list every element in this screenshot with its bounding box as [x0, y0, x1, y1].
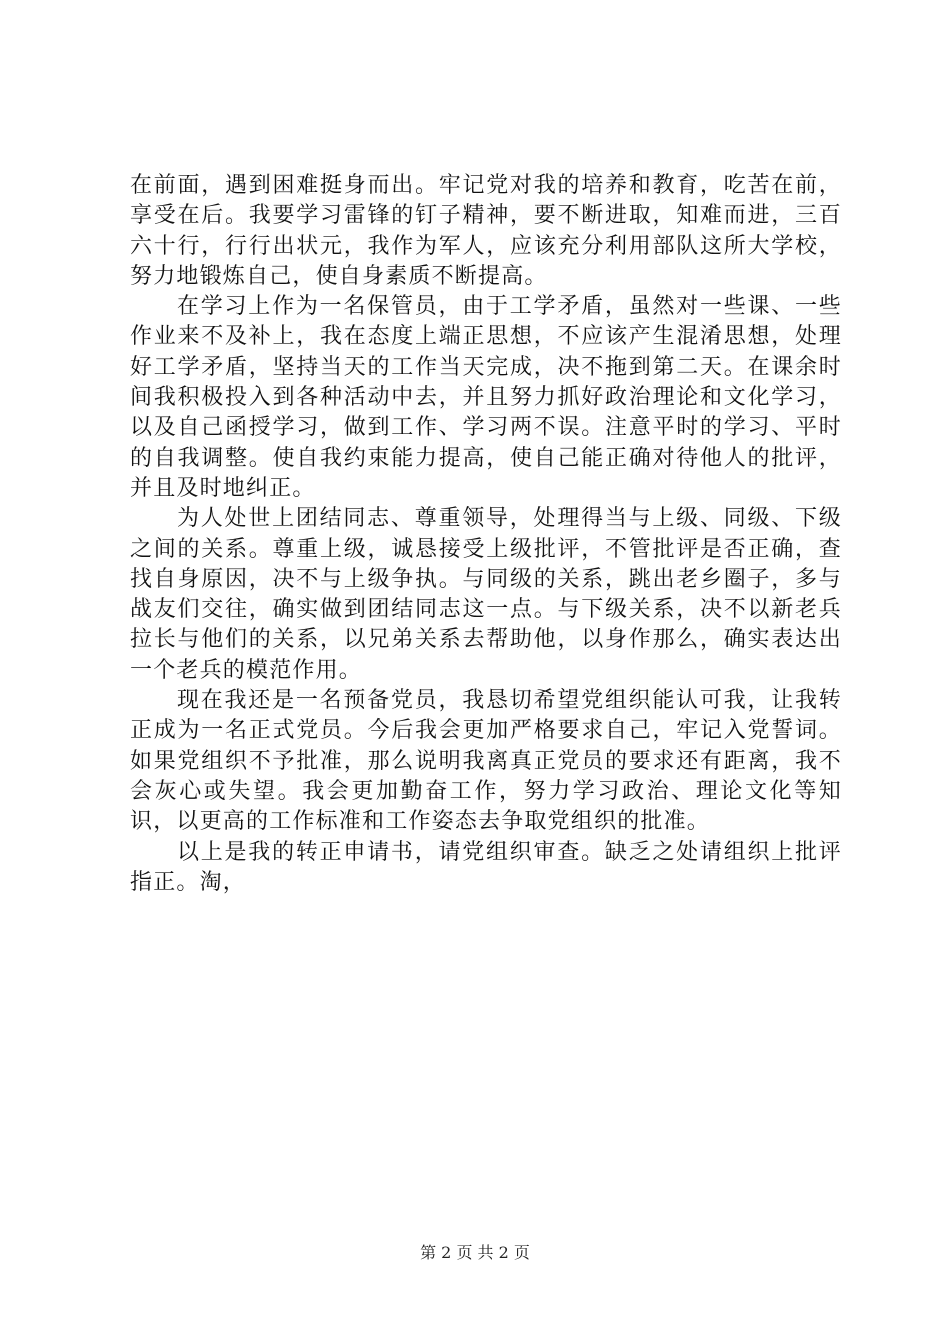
paragraph-1: 在前面，遇到困难挺身而出。牢记党对我的培养和教育，吃苦在前，享受在后。我要学习雷锋的钉子精神，要不断进取，知难而进，三百六十行，行行出状元，我作为军人，应该充分利用部队这所大学校，努力地锻炼自己，使自身素质不断提高。 — [130, 173, 842, 289]
page-number-footer: 第 2 页 共 2 页 — [420, 1243, 530, 1262]
document-body — [130, 171, 842, 898]
paragraph-4: 现在我还是一名预备党员，我恳切希望党组织能认可我，让我转正成为一名正式党员。今后我会更加严格要求自己，牢记入党誓词。如果党组织不予批准，那么说明我离真正党员的要求还有距离，我不会灰心或失望。我会更加勤奋工作，努力学习政治、理论文化等知识，以更高的工作标准和工作姿态去争取党组织的批准。 — [130, 688, 842, 835]
paragraph-2: 在学习上作为一名保管员，由于工学矛盾，虽然对一些课、一些作业来不及补上，我在态度上端正思想，不应该产生混淆思想，处理好工学矛盾，坚持当天的工作当天完成，决不拖到第二天。在课余时间我积极投入到各种活动中去，并且努力抓好政治理论和文化学习，以及自己函授学习，做到工作、学习两不误。注意平时的学习、平时的自我调整。使自我约束能力提高，使自己能正确对待他人的批评，并且及时地纠正。 — [130, 294, 842, 501]
paragraph-5: 以上是我的转正申请书，请党组织审查。缺乏之处请组织上批评指正。淘， — [130, 839, 842, 895]
paragraph-3: 为人处世上团结同志、尊重领导，处理得当与上级、同级、下级之间的关系。尊重上级，诚恳接受上级批评，不管批评是否正确，查找自身原因，决不与上级争执。与同级的关系，跳出老乡圈子，多与战友们交往，确实做到团结同志这一点。与下级关系，决不以新老兵拉长与他们的关系，以兄弟关系去帮助他，以身作那么，确实表达出一个老兵的模范作用。 — [130, 506, 842, 683]
